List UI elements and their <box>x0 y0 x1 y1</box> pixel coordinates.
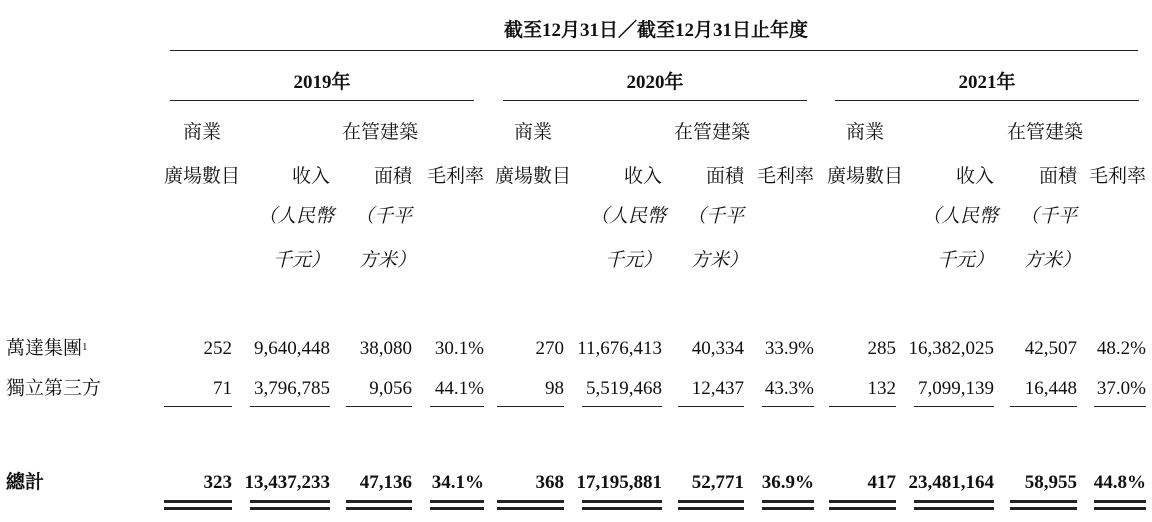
footnote-marker: 1 <box>82 341 88 353</box>
col-area-line1: 在管建築 <box>341 122 418 143</box>
total-double-rule-top <box>1010 500 1077 503</box>
total-double-rule-bottom <box>164 507 232 510</box>
cell-2020-margin: 36.9% <box>761 472 814 493</box>
subtotal-rule <box>250 406 330 407</box>
row-label-wanda-group: 萬達集團$^1$ <box>6 338 88 359</box>
year-header-2019: 2019年 <box>293 72 351 93</box>
row-label-total: 總計 <box>6 472 45 493</box>
total-double-rule-bottom <box>250 507 330 510</box>
cell-2021-margin: 48.2% <box>1096 338 1146 359</box>
cell-2021-malls: 285 <box>867 338 896 359</box>
subtotal-rule <box>497 406 564 407</box>
cell-2019-malls: 323 <box>203 472 232 493</box>
total-double-rule-top <box>430 500 484 503</box>
cell-2019-malls: 252 <box>203 338 232 359</box>
super-header-rule <box>170 50 1138 51</box>
col-revenue-line2: （人民幣 <box>921 206 998 227</box>
col-revenue-line2: （人民幣 <box>257 206 334 227</box>
subtotal-rule <box>1010 406 1077 407</box>
year-rule-2020 <box>503 100 807 101</box>
total-double-rule-top <box>1094 500 1146 503</box>
col-malls-line1: 商業 <box>845 122 884 143</box>
col-margin: 毛利率 <box>426 166 484 187</box>
cell-2020-margin: 33.9% <box>764 338 814 359</box>
total-double-rule-bottom <box>430 507 484 510</box>
col-malls-line2: 廣場數目 <box>163 166 240 187</box>
col-area-line4: 方米） <box>1023 250 1081 271</box>
cell-2019-margin: 30.1% <box>434 338 484 359</box>
cell-2020-revenue: 11,676,413 <box>577 338 662 359</box>
year-rule-2019 <box>170 100 474 101</box>
total-double-rule-bottom <box>829 507 896 510</box>
subtotal-rule <box>829 406 896 407</box>
cell-2019-revenue: 3,796,785 <box>254 378 330 399</box>
cell-2021-revenue: 23,481,164 <box>908 472 994 493</box>
total-double-rule-bottom <box>914 507 994 510</box>
year-rule-2021 <box>835 100 1139 101</box>
cell-2021-area: 16,448 <box>1024 378 1077 399</box>
cell-2019-area: 9,056 <box>369 378 412 399</box>
total-double-rule-top <box>678 500 744 503</box>
cell-2020-area: 12,437 <box>691 378 744 399</box>
col-area-line1: 在管建築 <box>673 122 750 143</box>
col-area-line4: 方米） <box>690 250 748 271</box>
total-double-rule-bottom <box>678 507 744 510</box>
total-double-rule-top <box>250 500 330 503</box>
total-double-rule-bottom <box>762 507 814 510</box>
col-area-line2: 面積 <box>705 166 744 187</box>
col-revenue-line2: （人民幣 <box>589 206 666 227</box>
subtotal-rule <box>914 406 994 407</box>
col-area-line3: （千平 <box>354 206 412 227</box>
total-double-rule-top <box>582 500 662 503</box>
col-malls-line2: 廣場數目 <box>494 166 571 187</box>
cell-2019-revenue: 9,640,448 <box>254 338 330 359</box>
total-double-rule-top <box>497 500 564 503</box>
total-double-rule-top <box>164 500 232 503</box>
cell-2020-margin: 43.3% <box>764 378 814 399</box>
col-revenue-line3: 千元） <box>604 250 662 271</box>
subtotal-rule <box>164 406 232 407</box>
col-area-line4: 方米） <box>358 250 416 271</box>
total-double-rule-top <box>829 500 896 503</box>
super-header: 截至12月31日／截至12月31日止年度 <box>503 20 808 41</box>
cell-2021-revenue: 16,382,025 <box>908 338 994 359</box>
cell-2021-malls: 132 <box>867 378 896 399</box>
cell-2020-malls: 270 <box>535 338 564 359</box>
total-double-rule-top <box>914 500 994 503</box>
cell-2020-malls: 368 <box>535 472 564 493</box>
col-area-line3: （千平 <box>1019 206 1077 227</box>
cell-2019-area: 47,136 <box>359 472 412 493</box>
col-revenue-line1: 收入 <box>291 166 330 187</box>
col-margin: 毛利率 <box>756 166 814 187</box>
total-double-rule-bottom <box>497 507 564 510</box>
total-double-rule-bottom <box>582 507 662 510</box>
cell-2021-margin: 37.0% <box>1096 378 1146 399</box>
cell-2020-malls: 98 <box>545 378 564 399</box>
cell-2019-revenue: 13,437,233 <box>244 472 330 493</box>
total-double-rule-bottom <box>346 507 412 510</box>
col-area-line3: （千平 <box>686 206 744 227</box>
cell-2021-area: 58,955 <box>1024 472 1077 493</box>
total-double-rule-bottom <box>1010 507 1077 510</box>
cell-2020-area: 40,334 <box>691 338 744 359</box>
year-header-2021: 2021年 <box>958 72 1016 93</box>
col-revenue-line1: 收入 <box>955 166 994 187</box>
cell-2021-margin: 44.8% <box>1093 472 1146 493</box>
col-area-line2: 面積 <box>373 166 412 187</box>
subtotal-rule <box>678 406 744 407</box>
col-margin: 毛利率 <box>1088 166 1146 187</box>
col-area-line1: 在管建築 <box>1006 122 1083 143</box>
total-double-rule-bottom <box>1094 507 1146 510</box>
col-revenue-line3: 千元） <box>936 250 994 271</box>
subtotal-rule <box>582 406 662 407</box>
cell-2020-area: 52,771 <box>691 472 744 493</box>
col-malls-line2: 廣場數目 <box>826 166 903 187</box>
cell-2019-margin: 34.1% <box>431 472 484 493</box>
cell-2020-revenue: 5,519,468 <box>586 378 662 399</box>
cell-2019-area: 38,080 <box>359 338 412 359</box>
subtotal-rule <box>430 406 484 407</box>
subtotal-rule <box>762 406 814 407</box>
year-header-2020: 2020年 <box>626 72 684 93</box>
cell-2020-revenue: 17,195,881 <box>576 472 662 493</box>
cell-2021-malls: 417 <box>867 472 896 493</box>
col-malls-line1: 商業 <box>182 122 221 143</box>
col-revenue-line1: 收入 <box>623 166 662 187</box>
subtotal-rule <box>346 406 412 407</box>
total-double-rule-top <box>762 500 814 503</box>
row-label-third-party: 獨立第三方 <box>6 378 102 399</box>
total-double-rule-top <box>346 500 412 503</box>
cell-2019-margin: 44.1% <box>434 378 484 399</box>
col-malls-line1: 商業 <box>513 122 552 143</box>
subtotal-rule <box>1094 406 1146 407</box>
cell-2021-revenue: 7,099,139 <box>918 378 994 399</box>
col-area-line2: 面積 <box>1038 166 1077 187</box>
col-revenue-line3: 千元） <box>272 250 330 271</box>
cell-2021-area: 42,507 <box>1024 338 1077 359</box>
cell-2019-malls: 71 <box>213 378 232 399</box>
